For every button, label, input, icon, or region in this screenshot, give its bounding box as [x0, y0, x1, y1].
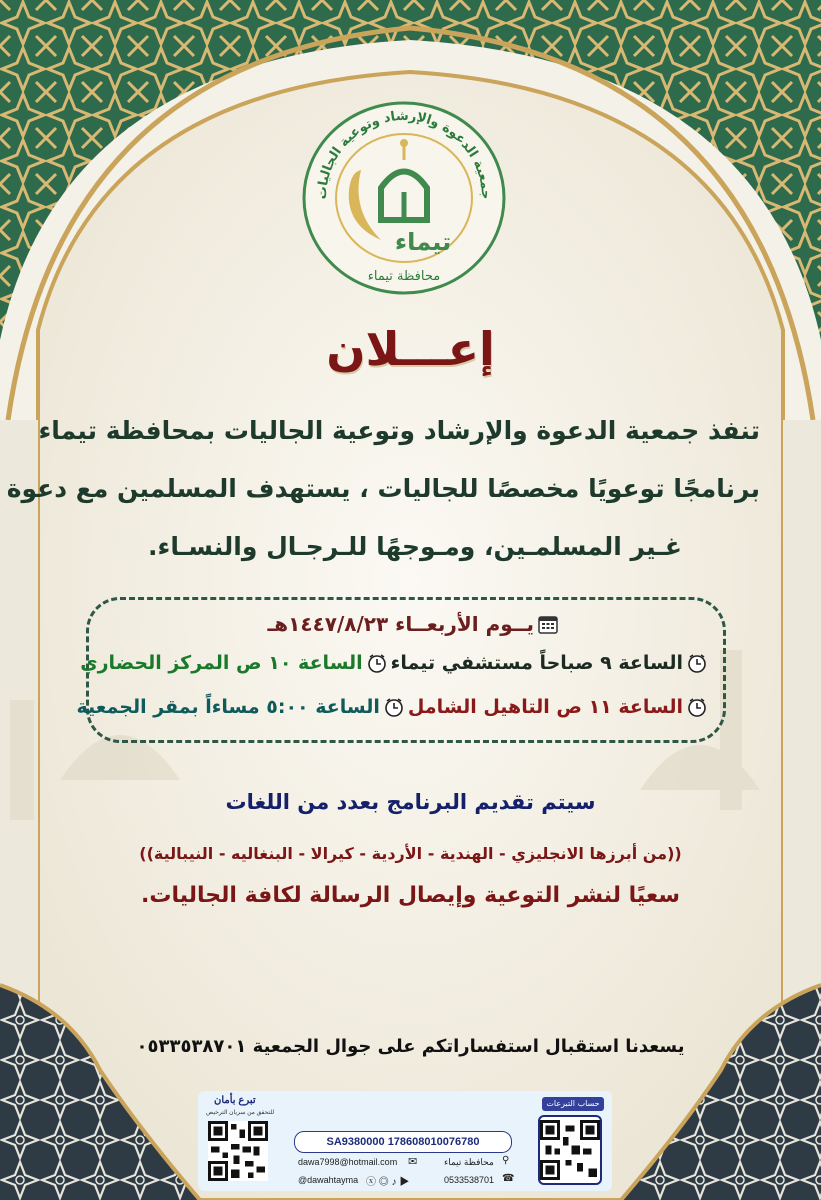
clock-icon — [367, 653, 387, 673]
logo-bottom-text: محافظة تيماء — [367, 269, 441, 284]
clock-icon — [687, 653, 707, 673]
svg-text:جمعية الدعوة والإرشاد وتوعية ا: جمعية الدعوة والإرشاد وتوعية الجاليات — [314, 108, 494, 200]
contact-line: يسعدنا استقبال استفساراتكم على جوال الجمعية ٠٥٣٣٥٣٨٧٠١ — [136, 1036, 685, 1057]
email-text[interactable]: dawa7998@hotmail.com — [298, 1157, 398, 1167]
iban-number: SA9380000 178608010076780 — [326, 1136, 480, 1148]
slot-association-hq: الساعة ٥:٠٠ مساءاً بمقر الجمعية — [76, 696, 380, 718]
schedule-box — [76, 597, 726, 743]
donate-qr-code[interactable] — [208, 1121, 268, 1181]
phone-text[interactable]: 0533538701 — [444, 1175, 495, 1185]
mail-icon: ✉ — [408, 1156, 418, 1168]
donations-account-tag: حساب التبرعات — [542, 1097, 604, 1111]
phone-icon: ☎ — [502, 1173, 515, 1184]
intro-line: غـير المسلمـين، ومـوجهًا للـرجـال والنسـاء. — [148, 532, 682, 561]
social-handle[interactable]: @dawahtayma — [298, 1175, 359, 1185]
iban-field[interactable] — [294, 1131, 512, 1153]
announcement-title: إعـــلان — [326, 322, 495, 376]
schedule-date: يــوم الأربعــاء ١٤٤٧/٨/٢٣هـ — [267, 612, 534, 636]
intro-paragraph — [6, 402, 760, 576]
donate-label: تبرع بأمان — [214, 1095, 256, 1106]
languages-closing: سعيًا لنشر التوعية وإيصال الرسالة لكافة الجاليات. — [141, 883, 680, 908]
donations-qr-code[interactable] — [538, 1115, 602, 1185]
association-logo — [301, 100, 507, 296]
donate-sub: للتحقق من سريان الترخيص — [206, 1110, 275, 1116]
clock-icon — [384, 697, 404, 717]
schedule-row-2 — [77, 696, 707, 718]
intro-line: برنامجًا توعويًا مخصصًا للجاليات ، يستهدف المسلمين مع دعوة — [6, 474, 760, 503]
logo-center-word: تيماء — [394, 228, 452, 256]
calendar-icon — [538, 614, 558, 634]
location-text: محافظة تيماء — [444, 1157, 494, 1167]
schedule-date-row — [267, 612, 558, 636]
intro-line: تنفذ جمعية الدعوة والإرشاد وتوعية الجاليات بمحافظة تيماء — [38, 416, 760, 445]
social-icons: ⓧ ◎ ♪ ▶ — [366, 1177, 410, 1188]
location-pin-icon: ⚲ — [502, 1155, 510, 1166]
footer-bar — [198, 1091, 612, 1191]
languages-heading: سيتم تقديم البرنامج بعدد من اللغات — [225, 790, 596, 814]
languages-list: ((من أبرزها الانجليزي - الهندية - الأردية - كيرالا - البنغاليه - النيبالية)) — [139, 844, 682, 863]
slot-rehabilitation: الساعة ١١ ص التاهيل الشامل — [407, 696, 683, 718]
slot-hospital: الساعة ٩ صباحاً مستشفي تيماء — [390, 652, 683, 674]
slot-cultural-center: الساعة ١٠ ص المركز الحضاري — [80, 652, 363, 674]
schedule-row-1 — [80, 652, 707, 674]
clock-icon — [687, 697, 707, 717]
